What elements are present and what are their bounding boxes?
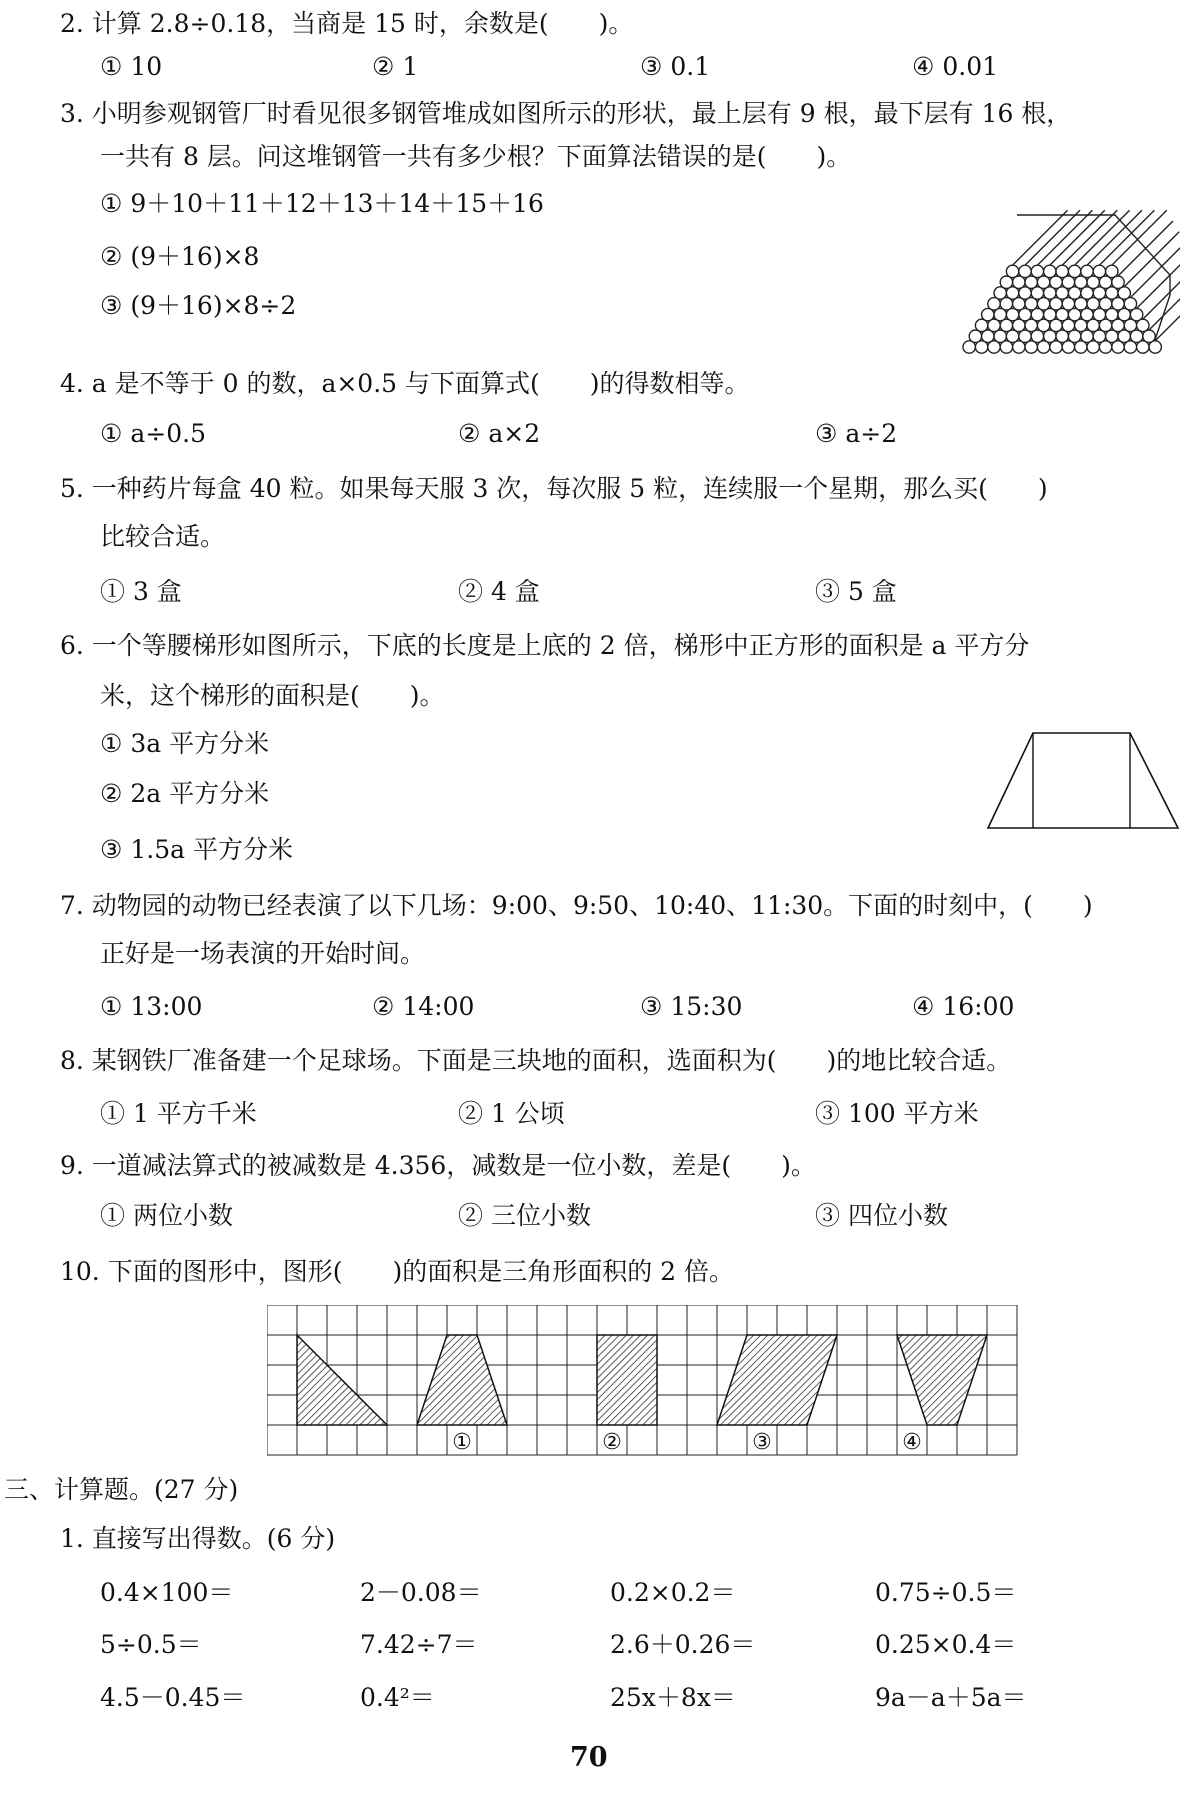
q7-option-1: ① 13:00	[100, 992, 203, 1021]
calc-r1-c2: 2－0.08＝	[360, 1578, 482, 1607]
question-6-line2: 米，这个梯形的面积是( )。	[100, 681, 445, 710]
question-5-line2: 比较合适。	[100, 522, 226, 551]
q6-option-3: ③ 1.5a 平方分米	[100, 835, 293, 864]
steel-pipe-stack-figure	[955, 205, 1180, 355]
page-number: 70	[570, 1742, 608, 1773]
question-3-line2: 一共有 8 层。问这堆钢管一共有多少根？下面算法错误的是( )。	[100, 142, 852, 171]
q5-option-3: ③ 5 盒	[815, 577, 897, 606]
question-8-stem: 8. 某钢铁厂准备建一个足球场。下面是三块地的面积，选面积为( )的地比较合适。	[60, 1046, 1012, 1075]
calc-r3-c1: 4.5－0.45＝	[100, 1683, 246, 1712]
grid-triangle	[297, 1335, 387, 1425]
q7-option-4: ④ 16:00	[912, 992, 1015, 1021]
calc-r3-c4: 9a－a＋5a＝	[875, 1683, 1027, 1712]
q5-option-2: ② 4 盒	[458, 577, 540, 606]
grid-label-3: ③	[752, 1430, 772, 1455]
grid-label-4: ④	[902, 1430, 922, 1455]
q9-option-2: ② 三位小数	[458, 1201, 591, 1230]
grid-shape-4-trapezoid	[897, 1335, 987, 1425]
q3-option-3: ③ (9＋16)×8÷2	[100, 291, 297, 320]
q4-option-3: ③ a÷2	[815, 419, 898, 448]
q3-option-1: ① 9＋10＋11＋12＋13＋14＋15＋16	[100, 189, 544, 218]
calc-r1-c4: 0.75÷0.5＝	[875, 1578, 1017, 1607]
q9-option-3: ③ 四位小数	[815, 1201, 948, 1230]
question-3-line1: 3. 小明参观钢管厂时看见很多钢管堆成如图所示的形状，最上层有 9 根，最下层有 16 根，	[60, 99, 1072, 128]
q4-option-2: ② a×2	[458, 419, 541, 448]
grid-shape-1-trapezoid	[417, 1335, 507, 1425]
calc-r2-c4: 0.25×0.4＝	[875, 1630, 1017, 1659]
question-9-stem: 9. 一道减法算式的被减数是 4.356，减数是一位小数，差是( )。	[60, 1151, 816, 1180]
q6-option-1: ① 3a 平方分米	[100, 729, 270, 758]
question-4-stem: 4. a 是不等于 0 的数，a×0.5 与下面算式( )的得数相等。	[60, 369, 750, 398]
question-2-stem: 2. 计算 2.8÷0.18，当商是 15 时，余数是( )。	[60, 9, 634, 38]
q4-option-1: ① a÷0.5	[100, 419, 206, 448]
q2-option-1: ① 10	[100, 52, 163, 81]
calc-r2-c1: 5÷0.5＝	[100, 1630, 202, 1659]
calc-r2-c2: 7.42÷7＝	[360, 1630, 478, 1659]
calc-r1-c1: 0.4×100＝	[100, 1578, 234, 1607]
q2-option-4: ④ 0.01	[912, 52, 999, 81]
q5-option-1: ① 3 盒	[100, 577, 182, 606]
grid-label-1: ①	[452, 1430, 472, 1455]
section-3-subtitle: 1. 直接写出得数。(6 分)	[60, 1524, 336, 1553]
calc-r3-c3: 25x＋8x＝	[610, 1683, 736, 1712]
grid-figure	[267, 1305, 1022, 1457]
q7-option-2: ② 14:00	[372, 992, 475, 1021]
grid-shape-2-rectangle	[597, 1335, 657, 1425]
q8-option-3: ③ 100 平方米	[815, 1099, 979, 1128]
question-7-line1: 7. 动物园的动物已经表演了以下几场：9:00、9:50、10:40、11:30。下面的时刻中，( )	[60, 891, 1093, 920]
q8-option-2: ② 1 公顷	[458, 1099, 565, 1128]
question-6-line1: 6. 一个等腰梯形如图所示，下底的长度是上底的 2 倍，梯形中正方形的面积是 a 平方分	[60, 631, 1030, 660]
isosceles-trapezoid-figure	[985, 730, 1185, 832]
calc-r3-c2: 0.4²＝	[360, 1683, 435, 1712]
question-5-line1: 5. 一种药片每盒 40 粒。如果每天服 3 次，每次服 5 粒，连续服一个星期，那么买( )	[60, 474, 1048, 503]
q9-option-1: ① 两位小数	[100, 1201, 233, 1230]
q2-option-2: ② 1	[372, 52, 419, 81]
q8-option-1: ① 1 平方千米	[100, 1099, 257, 1128]
grid-shape-3-parallelogram	[717, 1335, 837, 1425]
calc-r2-c3: 2.6＋0.26＝	[610, 1630, 756, 1659]
q7-option-3: ③ 15:30	[640, 992, 743, 1021]
section-3-title: 三、计算题。(27 分)	[4, 1475, 239, 1504]
question-7-line2: 正好是一场表演的开始时间。	[100, 939, 426, 968]
q6-option-2: ② 2a 平方分米	[100, 779, 270, 808]
calc-r1-c3: 0.2×0.2＝	[610, 1578, 736, 1607]
q3-option-2: ② (9＋16)×8	[100, 242, 260, 271]
question-10-stem: 10. 下面的图形中，图形( )的面积是三角形面积的 2 倍。	[60, 1257, 735, 1286]
q2-option-3: ③ 0.1	[640, 52, 711, 81]
grid-label-2: ②	[602, 1430, 622, 1455]
